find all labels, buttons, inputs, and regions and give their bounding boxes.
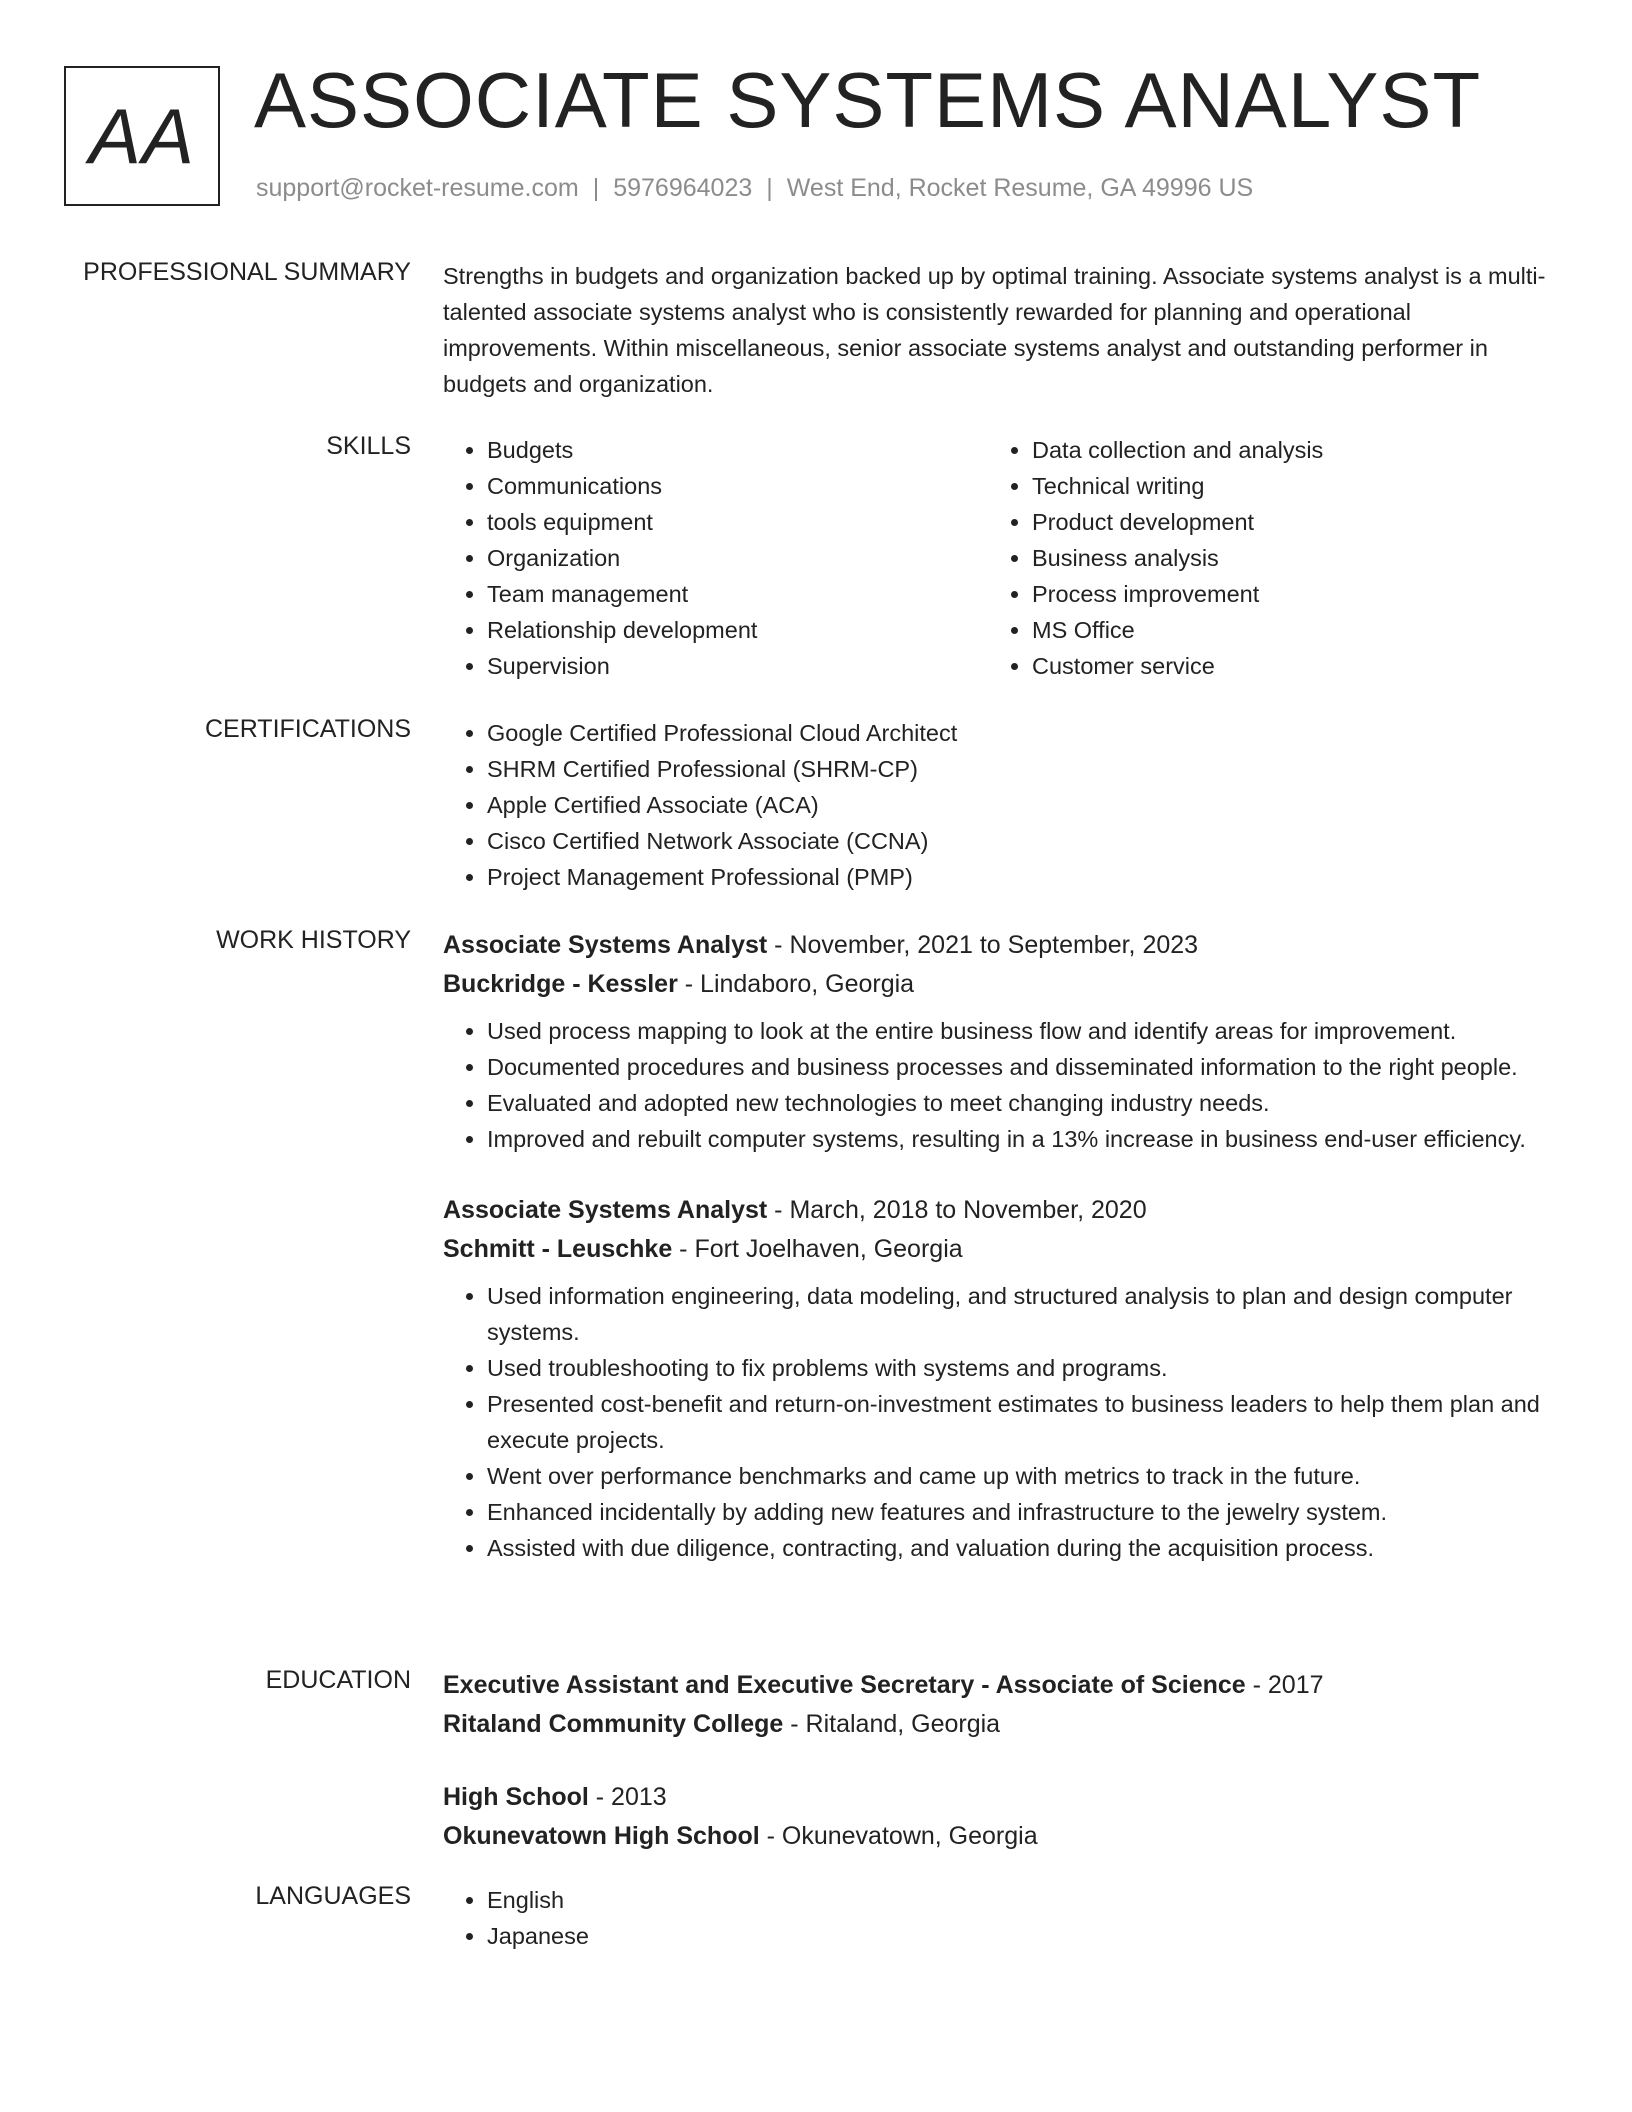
job-company-line <box>443 1230 1563 1269</box>
education-school-line <box>443 1817 1563 1856</box>
skill-item: • Relationship development <box>487 612 988 648</box>
education-year: - 2013 <box>588 1783 667 1811</box>
contact-address: West End, Rocket Resume, GA 49996 US <box>786 174 1254 202</box>
contact-phone: 5976964023 <box>613 174 753 202</box>
skills-content <box>443 432 1563 684</box>
contact-line <box>256 174 1253 203</box>
skill-item: • Communications <box>487 468 988 504</box>
skill-item: • Supervision <box>487 648 988 684</box>
job-bullet: • Went over performance benchmarks and came up with metrics to track in the future. <box>487 1458 1563 1494</box>
job-dates: - March, 2018 to November, 2020 <box>767 1196 1147 1224</box>
job-bullet: • Evaluated and adopted new technologies to meet changing industry needs. <box>487 1085 1563 1121</box>
skill-item: • Technical writing <box>1032 468 1533 504</box>
education-entry <box>443 1778 1563 1856</box>
language-item: • Japanese <box>487 1918 1563 1954</box>
skill-item: • Team management <box>487 576 988 612</box>
skill-item: • Product development <box>1032 504 1533 540</box>
skill-item: • Business analysis <box>1032 540 1533 576</box>
contact-separator: | <box>592 174 600 202</box>
education-year: - 2017 <box>1245 1671 1324 1699</box>
job-bullet: • Used process mapping to look at the entire business flow and identify areas for improvement. <box>487 1013 1563 1049</box>
education-school: Ritaland Community College <box>443 1710 784 1738</box>
education-location: - Okunevatown, Georgia <box>759 1822 1038 1850</box>
certification-item: • Project Management Professional (PMP) <box>487 859 1563 895</box>
job-bullet: • Enhanced incidentally by adding new features and infrastructure to the jewelry system. <box>487 1494 1563 1530</box>
education-school-line <box>443 1705 1563 1744</box>
certification-item: • Google Certified Professional Cloud Architect <box>487 715 1563 751</box>
summary-content <box>443 258 1563 402</box>
summary-text: Strengths in budgets and organization backed up by optimal training. Associate systems analyst is a multi-talented associate systems analyst who is consistently rewarded for planning and operational improvements. Within miscellaneous, senior associate systems analyst and outstanding performer in budgets and organization. <box>443 263 1546 397</box>
certifications-content <box>443 715 1563 895</box>
education-degree: High School <box>443 1783 589 1811</box>
languages-label: LANGUAGES <box>255 1882 411 1910</box>
skills-column-2 <box>988 432 1533 684</box>
skill-item: • Budgets <box>487 432 988 468</box>
contact-email: support@rocket-resume.com <box>256 174 579 202</box>
monogram-box <box>64 66 220 206</box>
certification-item: • Apple Certified Associate (ACA) <box>487 787 1563 823</box>
education-location: - Ritaland, Georgia <box>783 1710 1001 1738</box>
job-bullet: • Presented cost-benefit and return-on-investment estimates to business leaders to help them plan and execute projects. <box>487 1386 1563 1458</box>
job-dates: - November, 2021 to September, 2023 <box>767 931 1199 959</box>
job-bullet: • Used information engineering, data modeling, and structured analysis to plan and design computer systems. <box>487 1278 1563 1350</box>
certifications-label: CERTIFICATIONS <box>204 715 411 743</box>
education-entry <box>443 1666 1563 1744</box>
resume-title: ASSOCIATE SYSTEMS ANALYST <box>254 56 1482 144</box>
skill-item: • Organization <box>487 540 988 576</box>
skill-item: • Data collection and analysis <box>1032 432 1533 468</box>
languages-content <box>443 1882 1563 1954</box>
job-company: Buckridge - Kessler <box>443 970 678 998</box>
education-school: Okunevatown High School <box>443 1822 760 1850</box>
job-title-line <box>443 926 1563 965</box>
education-label: EDUCATION <box>265 1666 411 1694</box>
job-bullet: • Improved and rebuilt computer systems, resulting in a 13% increase in business end-user efficiency. <box>487 1121 1563 1157</box>
job-title: Associate Systems Analyst <box>443 931 768 959</box>
summary-label: PROFESSIONAL SUMMARY <box>83 258 411 286</box>
monogram-initials: AA <box>88 91 196 180</box>
skills-column-1 <box>443 432 988 684</box>
education-degree-line <box>443 1778 1563 1817</box>
skills-label: SKILLS <box>326 432 411 460</box>
job-company: Schmitt - Leuschke <box>443 1235 673 1263</box>
job-company-line <box>443 965 1563 1004</box>
job-bullet: • Assisted with due diligence, contracting, and valuation during the acquisition process. <box>487 1530 1563 1566</box>
job-location: - Fort Joelhaven, Georgia <box>672 1235 963 1263</box>
job-bullet: • Used troubleshooting to fix problems with systems and programs. <box>487 1350 1563 1386</box>
contact-separator: | <box>766 174 773 202</box>
job-entry <box>443 926 1563 1157</box>
job-title: Associate Systems Analyst <box>443 1196 768 1224</box>
certification-item: • SHRM Certified Professional (SHRM-CP) <box>487 751 1563 787</box>
job-bullet: • Documented procedures and business processes and disseminated information to the right people. <box>487 1049 1563 1085</box>
skill-item: • tools equipment <box>487 504 988 540</box>
job-entry <box>443 1191 1563 1566</box>
certification-item: • Cisco Certified Network Associate (CCNA) <box>487 823 1563 859</box>
education-content <box>443 1666 1563 1890</box>
education-degree-line <box>443 1666 1563 1705</box>
job-location: - Lindaboro, Georgia <box>677 970 915 998</box>
skill-item: • Process improvement <box>1032 576 1533 612</box>
skill-item: • MS Office <box>1032 612 1533 648</box>
work-history-content <box>443 926 1563 1600</box>
language-item: • English <box>487 1882 1563 1918</box>
work-history-label: WORK HISTORY <box>216 926 411 954</box>
education-degree: Executive Assistant and Executive Secretary - Associate of Science <box>443 1671 1246 1699</box>
job-title-line <box>443 1191 1563 1230</box>
skill-item: • Customer service <box>1032 648 1533 684</box>
